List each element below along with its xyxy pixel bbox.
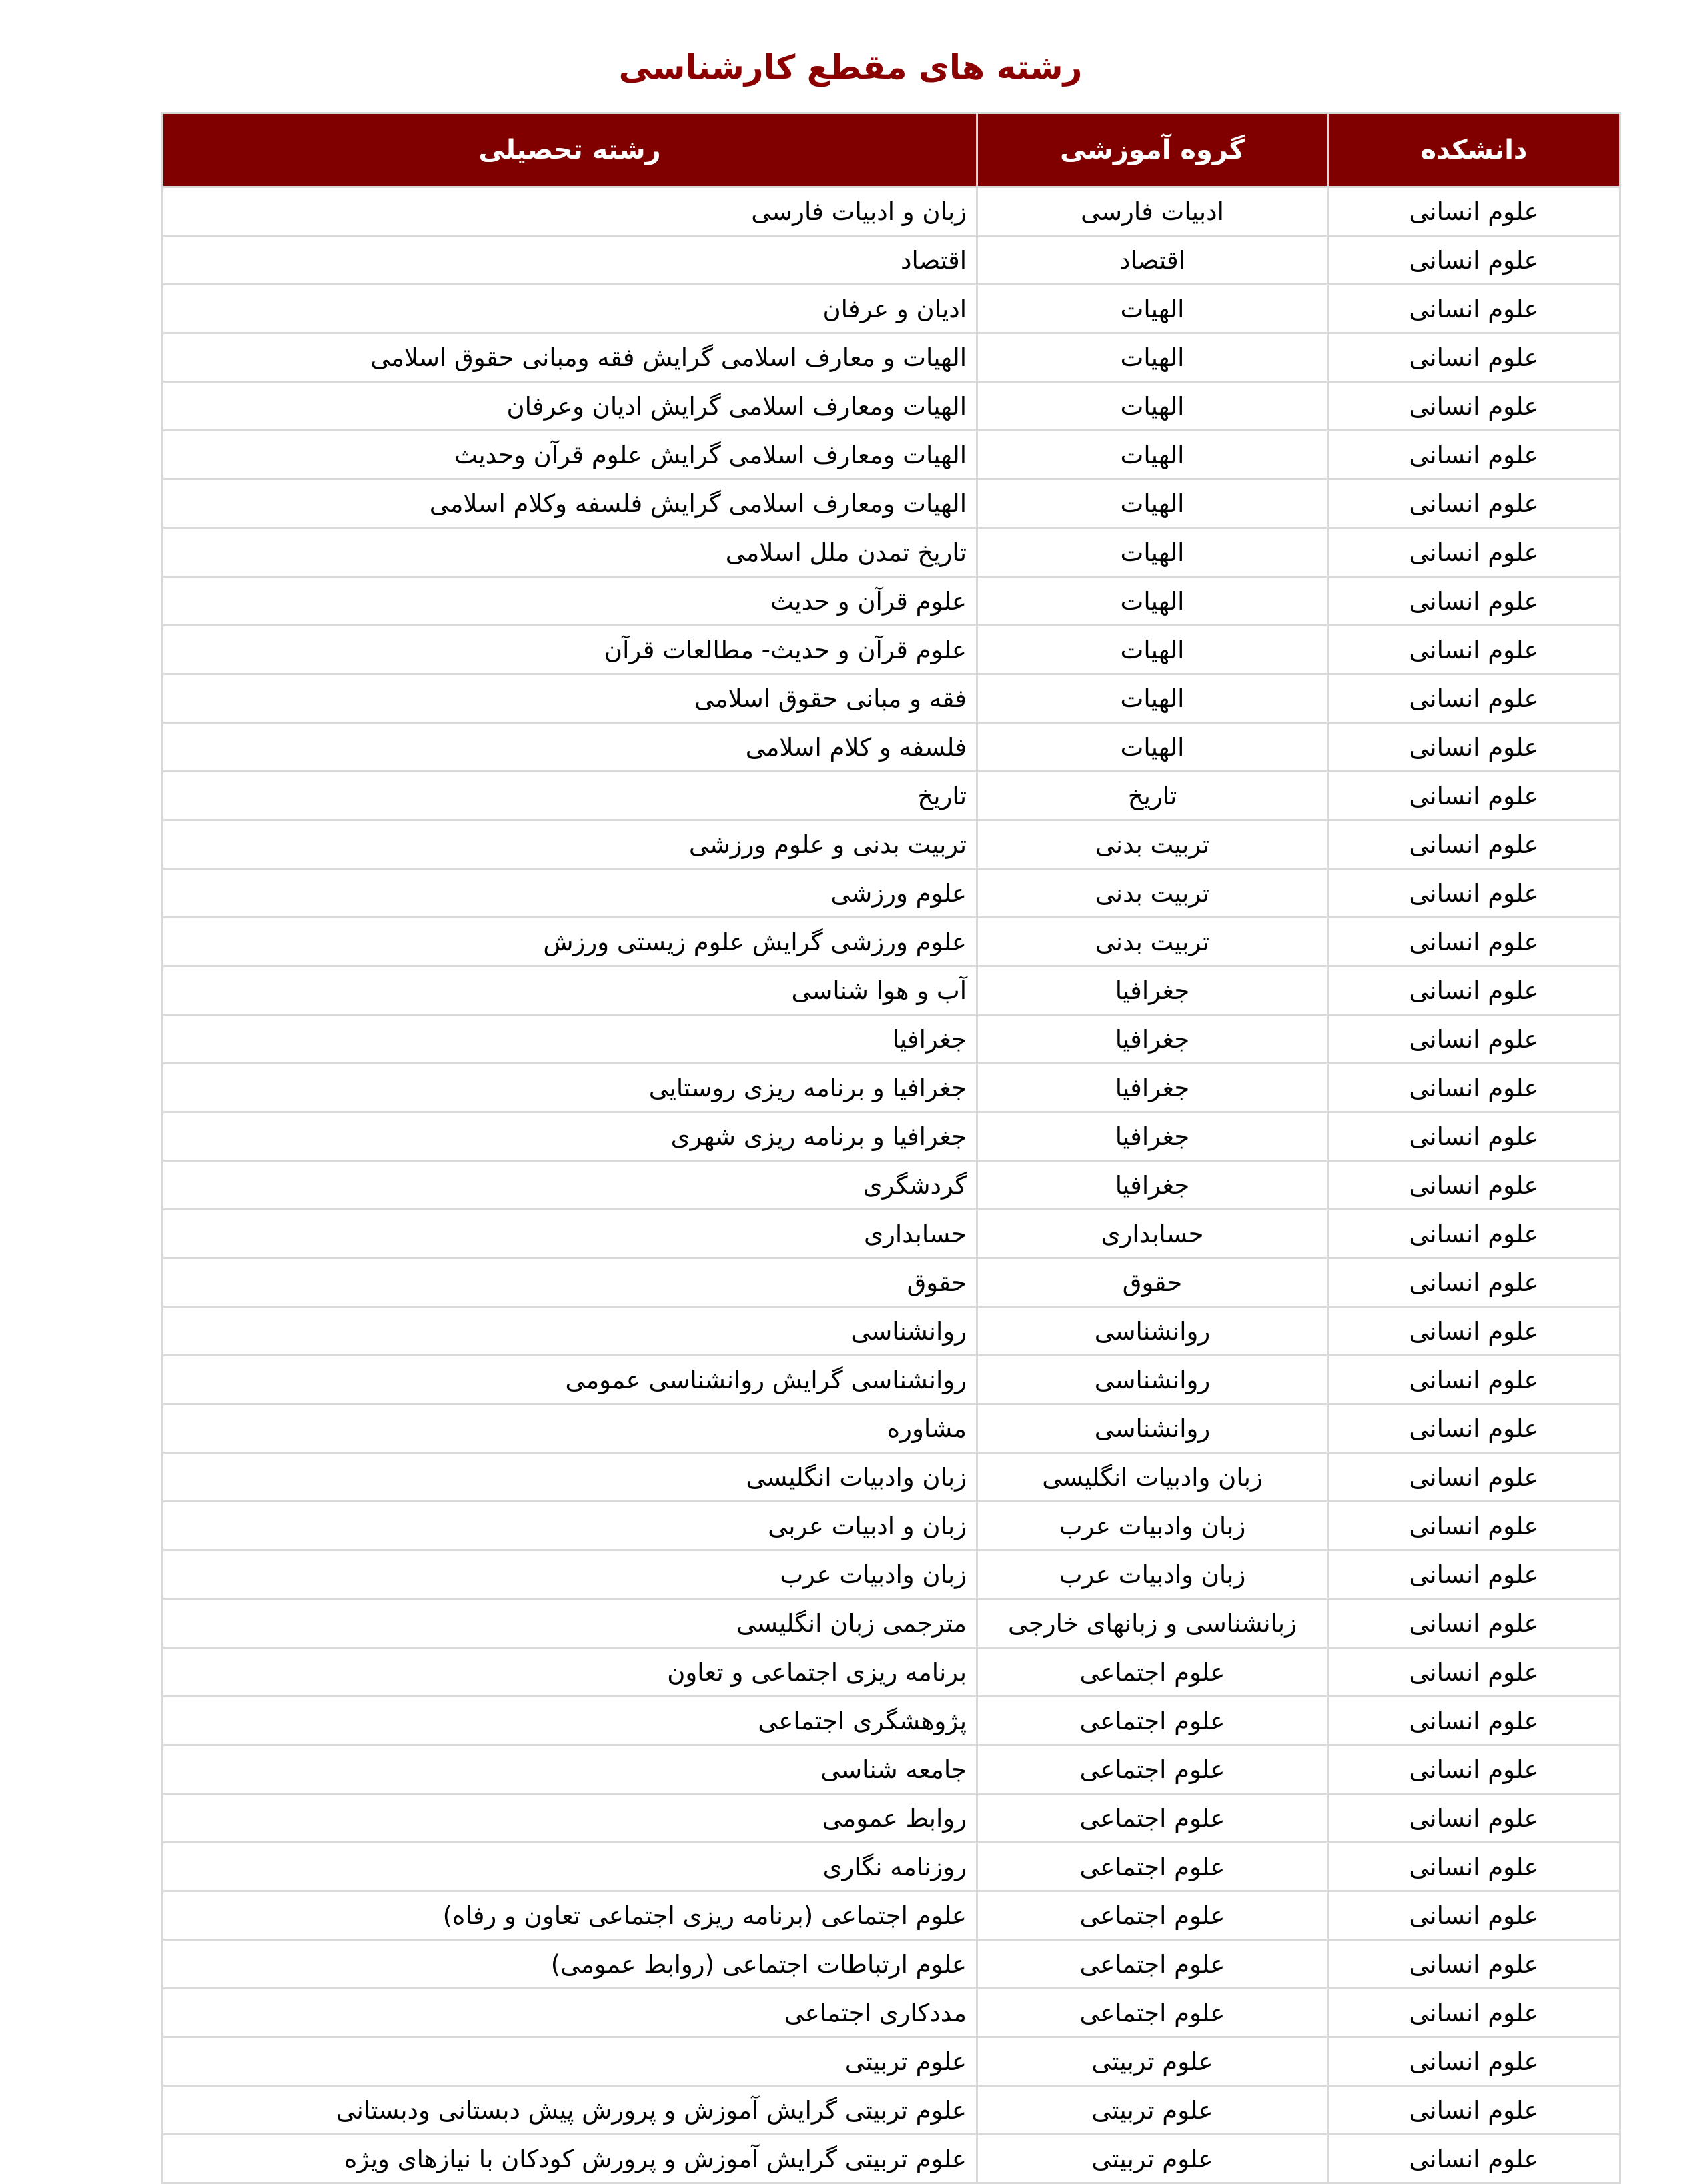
faculty-cell: علوم انسانی xyxy=(1328,479,1620,528)
faculty-cell: علوم انسانی xyxy=(1328,1989,1620,2037)
faculty-cell: علوم انسانی xyxy=(1328,674,1620,723)
header-faculty: دانشکده xyxy=(1328,113,1620,187)
table-row xyxy=(163,1989,1620,2037)
table-row xyxy=(163,869,1620,918)
table-row xyxy=(163,1064,1620,1112)
majors-table-container xyxy=(163,112,1621,2184)
major-cell: علوم ورزشی گرایش علوم زیستی ورزش xyxy=(163,918,977,966)
group-cell: تاریخ xyxy=(977,772,1328,820)
group-cell: الهیات xyxy=(977,431,1328,479)
table-row xyxy=(163,1258,1620,1307)
group-cell: زبان وادبیات عرب xyxy=(977,1502,1328,1550)
group-cell: جغرافیا xyxy=(977,1064,1328,1112)
table-body xyxy=(163,187,1620,2183)
major-cell: علوم قرآن و حدیث- مطالعات قرآن xyxy=(163,626,977,674)
group-cell: علوم تربیتی xyxy=(977,2086,1328,2135)
table-row xyxy=(163,187,1620,236)
major-cell: فلسفه و کلام اسلامی xyxy=(163,723,977,772)
major-cell: زبان و ادبیات عربی xyxy=(163,1502,977,1550)
major-cell: الهیات ومعارف اسلامی گرایش علوم قرآن وحدیث xyxy=(163,431,977,479)
group-cell: زبان وادبیات عرب xyxy=(977,1550,1328,1599)
table-row xyxy=(163,2086,1620,2135)
major-cell: علوم تربیتی گرایش آموزش و پرورش کودکان با نیازهای ویژه xyxy=(163,2135,977,2183)
group-cell: الهیات xyxy=(977,528,1328,577)
faculty-cell: علوم انسانی xyxy=(1328,1356,1620,1404)
header-group: گروه آموزشی xyxy=(977,113,1328,187)
major-cell: اقتصاد xyxy=(163,236,977,285)
major-cell: جغرافیا xyxy=(163,1015,977,1064)
major-cell: مشاوره xyxy=(163,1404,977,1453)
major-cell: علوم ورزشی xyxy=(163,869,977,918)
faculty-cell: علوم انسانی xyxy=(1328,966,1620,1015)
major-cell: حقوق xyxy=(163,1258,977,1307)
major-cell: الهیات ومعارف اسلامی گرایش ادیان وعرفان xyxy=(163,382,977,431)
major-cell: روانشناسی xyxy=(163,1307,977,1356)
major-cell: تاریخ xyxy=(163,772,977,820)
faculty-cell: علوم انسانی xyxy=(1328,2086,1620,2135)
table-row xyxy=(163,1453,1620,1502)
group-cell: علوم اجتماعی xyxy=(977,1891,1328,1940)
major-cell: علوم اجتماعی (برنامه ریزی اجتماعی تعاون و رفاه) xyxy=(163,1891,977,1940)
major-cell: پژوهشگری اجتماعی xyxy=(163,1697,977,1745)
table-row xyxy=(163,1648,1620,1697)
major-cell: تاریخ تمدن ملل اسلامی xyxy=(163,528,977,577)
group-cell: الهیات xyxy=(977,674,1328,723)
major-cell: زبان و ادبیات فارسی xyxy=(163,187,977,236)
table-header xyxy=(163,113,1620,187)
table-row xyxy=(163,1794,1620,1843)
group-cell: جغرافیا xyxy=(977,966,1328,1015)
group-cell: زبانشناسی و زبانهای خارجی xyxy=(977,1599,1328,1648)
group-cell: جغرافیا xyxy=(977,1015,1328,1064)
group-cell: الهیات xyxy=(977,285,1328,333)
faculty-cell: علوم انسانی xyxy=(1328,1940,1620,1989)
group-cell: الهیات xyxy=(977,382,1328,431)
faculty-cell: علوم انسانی xyxy=(1328,1891,1620,1940)
group-cell: زبان وادبیات انگلیسی xyxy=(977,1453,1328,1502)
group-cell: الهیات xyxy=(977,723,1328,772)
faculty-cell: علوم انسانی xyxy=(1328,577,1620,626)
faculty-cell: علوم انسانی xyxy=(1328,1161,1620,1210)
table-row xyxy=(163,577,1620,626)
table-row xyxy=(163,285,1620,333)
major-cell: برنامه ریزی اجتماعی و تعاون xyxy=(163,1648,977,1697)
group-cell: علوم اجتماعی xyxy=(977,1745,1328,1794)
page-title: رشته های مقطع کارشناسی xyxy=(618,48,1083,87)
group-cell: جغرافیا xyxy=(977,1112,1328,1161)
faculty-cell: علوم انسانی xyxy=(1328,528,1620,577)
group-cell: الهیات xyxy=(977,626,1328,674)
header-row xyxy=(163,113,1620,187)
majors-table xyxy=(161,112,1621,2184)
table-row xyxy=(163,1891,1620,1940)
table-row xyxy=(163,723,1620,772)
group-cell: علوم اجتماعی xyxy=(977,1794,1328,1843)
major-cell: علوم ارتباطات اجتماعی (روابط عمومی) xyxy=(163,1940,977,1989)
faculty-cell: علوم انسانی xyxy=(1328,626,1620,674)
group-cell: علوم اجتماعی xyxy=(977,1940,1328,1989)
faculty-cell: علوم انسانی xyxy=(1328,2037,1620,2086)
faculty-cell: علوم انسانی xyxy=(1328,285,1620,333)
table-row xyxy=(163,1210,1620,1258)
group-cell: روانشناسی xyxy=(977,1356,1328,1404)
major-cell: روابط عمومی xyxy=(163,1794,977,1843)
faculty-cell: علوم انسانی xyxy=(1328,1550,1620,1599)
major-cell: جامعه شناسی xyxy=(163,1745,977,1794)
faculty-cell: علوم انسانی xyxy=(1328,1210,1620,1258)
faculty-cell: علوم انسانی xyxy=(1328,1015,1620,1064)
faculty-cell: علوم انسانی xyxy=(1328,1697,1620,1745)
table-row xyxy=(163,1161,1620,1210)
table-row xyxy=(163,1356,1620,1404)
faculty-cell: علوم انسانی xyxy=(1328,918,1620,966)
table-row xyxy=(163,479,1620,528)
group-cell: تربیت بدنی xyxy=(977,869,1328,918)
faculty-cell: علوم انسانی xyxy=(1328,1843,1620,1891)
table-row xyxy=(163,626,1620,674)
table-row xyxy=(163,966,1620,1015)
table-row xyxy=(163,1940,1620,1989)
faculty-cell: علوم انسانی xyxy=(1328,1404,1620,1453)
faculty-cell: علوم انسانی xyxy=(1328,1112,1620,1161)
faculty-cell: علوم انسانی xyxy=(1328,1794,1620,1843)
table-row xyxy=(163,2135,1620,2183)
major-cell: علوم تربیتی گرایش آموزش و پرورش پیش دبستانی ودبستانی xyxy=(163,2086,977,2135)
group-cell: علوم اجتماعی xyxy=(977,1843,1328,1891)
faculty-cell: علوم انسانی xyxy=(1328,772,1620,820)
table-row xyxy=(163,333,1620,382)
group-cell: الهیات xyxy=(977,577,1328,626)
table-row xyxy=(163,1502,1620,1550)
group-cell: علوم تربیتی xyxy=(977,2037,1328,2086)
major-cell: الهیات و معارف اسلامی گرایش فقه ومبانی حقوق اسلامی xyxy=(163,333,977,382)
table-row xyxy=(163,1745,1620,1794)
table-row xyxy=(163,820,1620,869)
major-cell: روانشناسی گرایش روانشناسی عمومی xyxy=(163,1356,977,1404)
major-cell: فقه و مبانی حقوق اسلامی xyxy=(163,674,977,723)
major-cell: مترجمی زبان انگلیسی xyxy=(163,1599,977,1648)
group-cell: اقتصاد xyxy=(977,236,1328,285)
major-cell: زبان وادبیات عرب xyxy=(163,1550,977,1599)
group-cell: علوم اجتماعی xyxy=(977,1989,1328,2037)
major-cell: زبان وادبیات انگلیسی xyxy=(163,1453,977,1502)
major-cell: گردشگری xyxy=(163,1161,977,1210)
faculty-cell: علوم انسانی xyxy=(1328,1064,1620,1112)
group-cell: روانشناسی xyxy=(977,1307,1328,1356)
faculty-cell: علوم انسانی xyxy=(1328,1648,1620,1697)
major-cell: الهیات ومعارف اسلامی گرایش فلسفه وکلام اسلامی xyxy=(163,479,977,528)
table-row xyxy=(163,1112,1620,1161)
group-cell: ادبیات فارسی xyxy=(977,187,1328,236)
major-cell: علوم قرآن و حدیث xyxy=(163,577,977,626)
group-cell: علوم اجتماعی xyxy=(977,1697,1328,1745)
group-cell: علوم اجتماعی xyxy=(977,1648,1328,1697)
major-cell: جغرافیا و برنامه ریزی شهری xyxy=(163,1112,977,1161)
faculty-cell: علوم انسانی xyxy=(1328,1502,1620,1550)
major-cell: روزنامه نگاری xyxy=(163,1843,977,1891)
faculty-cell: علوم انسانی xyxy=(1328,1258,1620,1307)
table-row xyxy=(163,1015,1620,1064)
faculty-cell: علوم انسانی xyxy=(1328,382,1620,431)
faculty-cell: علوم انسانی xyxy=(1328,1599,1620,1648)
major-cell: حسابداری xyxy=(163,1210,977,1258)
group-cell: حقوق xyxy=(977,1258,1328,1307)
table-row xyxy=(163,1404,1620,1453)
faculty-cell: علوم انسانی xyxy=(1328,869,1620,918)
group-cell: علوم تربیتی xyxy=(977,2135,1328,2183)
faculty-cell: علوم انسانی xyxy=(1328,431,1620,479)
faculty-cell: علوم انسانی xyxy=(1328,2135,1620,2183)
faculty-cell: علوم انسانی xyxy=(1328,236,1620,285)
table-row xyxy=(163,1843,1620,1891)
table-row xyxy=(163,236,1620,285)
major-cell: تربیت بدنی و علوم ورزشی xyxy=(163,820,977,869)
major-cell: آب و هوا شناسی xyxy=(163,966,977,1015)
table-row xyxy=(163,528,1620,577)
faculty-cell: علوم انسانی xyxy=(1328,333,1620,382)
table-row xyxy=(163,674,1620,723)
group-cell: الهیات xyxy=(977,479,1328,528)
group-cell: جغرافیا xyxy=(977,1161,1328,1210)
table-row xyxy=(163,772,1620,820)
group-cell: روانشناسی xyxy=(977,1404,1328,1453)
table-row xyxy=(163,431,1620,479)
table-row xyxy=(163,1599,1620,1648)
major-cell: جغرافیا و برنامه ریزی روستایی xyxy=(163,1064,977,1112)
header-major: رشته تحصیلی xyxy=(163,113,977,187)
faculty-cell: علوم انسانی xyxy=(1328,723,1620,772)
faculty-cell: علوم انسانی xyxy=(1328,1453,1620,1502)
major-cell: علوم تربیتی xyxy=(163,2037,977,2086)
faculty-cell: علوم انسانی xyxy=(1328,187,1620,236)
table-row xyxy=(163,1697,1620,1745)
faculty-cell: علوم انسانی xyxy=(1328,820,1620,869)
table-row xyxy=(163,2037,1620,2086)
major-cell: مددکاری اجتماعی xyxy=(163,1989,977,2037)
faculty-cell: علوم انسانی xyxy=(1328,1307,1620,1356)
table-row xyxy=(163,382,1620,431)
group-cell: الهیات xyxy=(977,333,1328,382)
major-cell: ادیان و عرفان xyxy=(163,285,977,333)
table-row xyxy=(163,918,1620,966)
group-cell: تربیت بدنی xyxy=(977,918,1328,966)
table-row xyxy=(163,1550,1620,1599)
group-cell: تربیت بدنی xyxy=(977,820,1328,869)
group-cell: حسابداری xyxy=(977,1210,1328,1258)
faculty-cell: علوم انسانی xyxy=(1328,1745,1620,1794)
table-row xyxy=(163,1307,1620,1356)
